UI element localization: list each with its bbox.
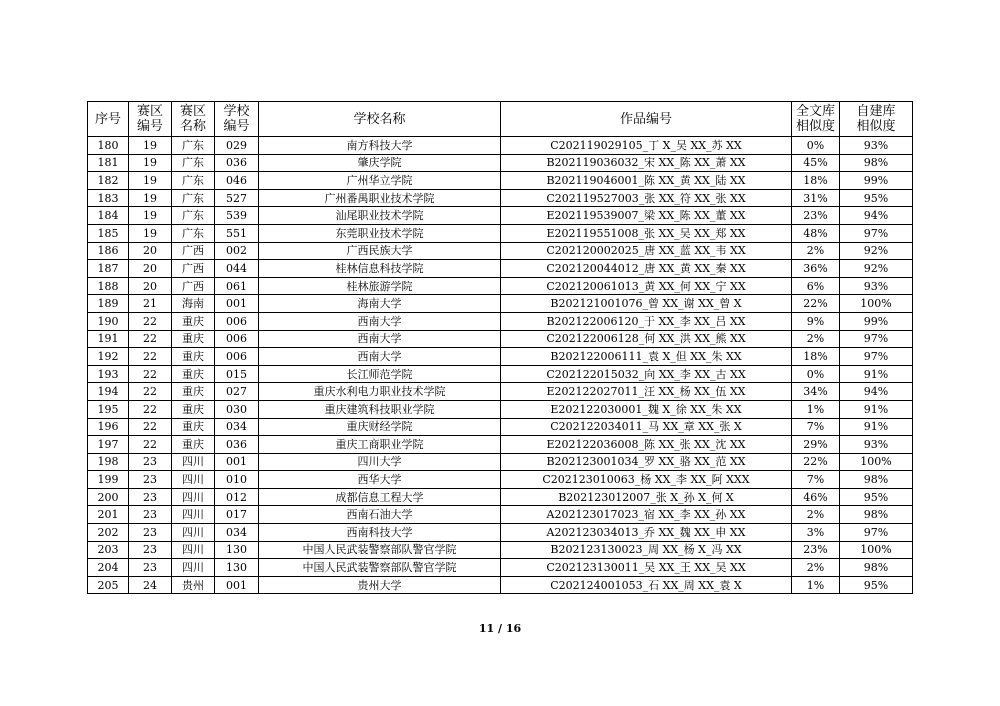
cell-school-code: 130 — [215, 559, 259, 577]
cell-region-name: 四川 — [172, 453, 215, 471]
cell-work-code: C202122006128_何 XX_洪 XX_熊 XX — [501, 330, 792, 348]
cell-full-db-similarity: 6% — [792, 277, 840, 295]
cell-school-name: 重庆建筑科技职业学院 — [259, 400, 501, 418]
cell-self-db-similarity: 98% — [840, 506, 913, 524]
cell-work-code: B202119036032_宋 XX_陈 XX_萧 XX — [501, 154, 792, 172]
cell-full-db-similarity: 48% — [792, 224, 840, 242]
cell-region-code: 23 — [129, 541, 172, 559]
cell-region-name: 四川 — [172, 506, 215, 524]
header-text: 编号 — [136, 119, 163, 134]
cell-region-code: 22 — [129, 383, 172, 401]
cell-region-name: 重庆 — [172, 436, 215, 454]
cell-school-code: 061 — [215, 277, 259, 295]
cell-work-code: C202122015032_向 XX_李 XX_古 XX — [501, 365, 792, 383]
cell-region-name: 重庆 — [172, 418, 215, 436]
cell-work-code: C202124001053_石 XX_周 XX_袁 X — [501, 576, 792, 594]
cell-index: 204 — [88, 559, 129, 577]
cell-self-db-similarity: 94% — [840, 207, 913, 225]
header-text: 赛区 — [179, 104, 206, 119]
cell-region-name: 四川 — [172, 524, 215, 542]
table-row — [88, 207, 913, 225]
table-row — [88, 436, 913, 454]
cell-self-db-similarity: 95% — [840, 576, 913, 594]
cell-region-name: 四川 — [172, 559, 215, 577]
table-row — [88, 471, 913, 489]
cell-work-code: E202122030001_魏 X_徐 XX_朱 XX — [501, 400, 792, 418]
table-header — [88, 102, 913, 137]
table-row — [88, 348, 913, 366]
cell-full-db-similarity: 3% — [792, 524, 840, 542]
cell-school-name: 四川大学 — [259, 453, 501, 471]
cell-school-name: 肇庆学院 — [259, 154, 501, 172]
cell-region-code: 20 — [129, 260, 172, 278]
cell-full-db-similarity: 2% — [792, 559, 840, 577]
table-row — [88, 154, 913, 172]
cell-self-db-similarity: 92% — [840, 242, 913, 260]
cell-region-code: 22 — [129, 418, 172, 436]
cell-school-name: 西南科技大学 — [259, 524, 501, 542]
cell-work-code: C202120061013_黄 XX_何 XX_宁 XX — [501, 277, 792, 295]
cell-school-code: 029 — [215, 137, 259, 155]
cell-work-code: C202123130011_吴 XX_王 XX_吴 XX — [501, 559, 792, 577]
cell-work-code: C202119527003_张 XX_符 XX_张 XX — [501, 189, 792, 207]
cell-region-name: 广西 — [172, 277, 215, 295]
header-region-name — [172, 102, 215, 137]
cell-full-db-similarity: 2% — [792, 330, 840, 348]
header-full-db-similarity — [792, 102, 840, 137]
table-row — [88, 242, 913, 260]
cell-full-db-similarity: 22% — [792, 295, 840, 313]
header-text: 全文库 — [795, 104, 835, 119]
cell-region-name: 海南 — [172, 295, 215, 313]
cell-school-code: 527 — [215, 189, 259, 207]
cell-self-db-similarity: 100% — [840, 541, 913, 559]
cell-school-code: 027 — [215, 383, 259, 401]
cell-region-name: 重庆 — [172, 383, 215, 401]
cell-self-db-similarity: 91% — [840, 365, 913, 383]
cell-region-code: 22 — [129, 436, 172, 454]
cell-region-name: 四川 — [172, 488, 215, 506]
cell-work-code: C202120044012_唐 XX_黄 XX_秦 XX — [501, 260, 792, 278]
cell-self-db-similarity: 98% — [840, 471, 913, 489]
header-text: 赛区 — [136, 104, 163, 119]
cell-region-code: 19 — [129, 137, 172, 155]
cell-region-code: 20 — [129, 242, 172, 260]
header-work-code — [501, 102, 792, 137]
cell-self-db-similarity: 99% — [840, 312, 913, 330]
cell-work-code: C202120002025_唐 XX_蓝 XX_韦 XX — [501, 242, 792, 260]
cell-self-db-similarity: 98% — [840, 559, 913, 577]
cell-region-code: 22 — [129, 312, 172, 330]
cell-region-name: 广东 — [172, 172, 215, 190]
cell-region-name: 广东 — [172, 137, 215, 155]
cell-self-db-similarity: 93% — [840, 436, 913, 454]
cell-work-code: C202122034011_马 XX_章 XX_张 X — [501, 418, 792, 436]
cell-work-code: C202123010063_杨 XX_李 XX_阿 XXX — [501, 471, 792, 489]
cell-self-db-similarity: 93% — [840, 277, 913, 295]
cell-region-code: 22 — [129, 330, 172, 348]
table-row — [88, 330, 913, 348]
cell-region-code: 24 — [129, 576, 172, 594]
cell-index: 195 — [88, 400, 129, 418]
cell-school-name: 广州番禺职业技术学院 — [259, 189, 501, 207]
cell-region-name: 广西 — [172, 260, 215, 278]
cell-school-name: 汕尾职业技术学院 — [259, 207, 501, 225]
cell-index: 194 — [88, 383, 129, 401]
cell-index: 187 — [88, 260, 129, 278]
cell-index: 183 — [88, 189, 129, 207]
cell-index: 190 — [88, 312, 129, 330]
cell-full-db-similarity: 0% — [792, 137, 840, 155]
table-row — [88, 453, 913, 471]
cell-region-name: 广东 — [172, 224, 215, 242]
header-text: 学校名称 — [353, 111, 406, 127]
cell-index: 186 — [88, 242, 129, 260]
cell-region-code: 19 — [129, 224, 172, 242]
cell-school-name: 南方科技大学 — [259, 137, 501, 155]
cell-school-name: 中国人民武装警察部队警官学院 — [259, 559, 501, 577]
cell-school-code: 006 — [215, 312, 259, 330]
cell-full-db-similarity: 7% — [792, 418, 840, 436]
cell-school-name: 西南大学 — [259, 348, 501, 366]
cell-work-code: A202123034013_乔 XX_魏 XX_申 XX — [501, 524, 792, 542]
cell-work-code: A202123017023_宿 XX_李 XX_孙 XX — [501, 506, 792, 524]
cell-self-db-similarity: 94% — [840, 383, 913, 401]
cell-region-name: 重庆 — [172, 312, 215, 330]
header-row — [88, 102, 913, 137]
header-text: 自建库 — [856, 104, 896, 119]
header-text: 学校 — [223, 104, 250, 119]
cell-region-code: 22 — [129, 365, 172, 383]
cell-index: 184 — [88, 207, 129, 225]
cell-school-name: 重庆工商职业学院 — [259, 436, 501, 454]
cell-index: 192 — [88, 348, 129, 366]
cell-work-code: B202121001076_曾 XX_谢 XX_曾 X — [501, 295, 792, 313]
table-row — [88, 137, 913, 155]
header-text: 序号 — [94, 111, 121, 127]
cell-work-code: E202122027011_汪 XX_杨 XX_伍 XX — [501, 383, 792, 401]
cell-region-code: 19 — [129, 154, 172, 172]
header-school-name — [259, 102, 501, 137]
cell-region-name: 广东 — [172, 189, 215, 207]
cell-index: 189 — [88, 295, 129, 313]
cell-region-name: 重庆 — [172, 330, 215, 348]
cell-work-code: B202122006111_袁 X_但 XX_朱 XX — [501, 348, 792, 366]
table-row — [88, 365, 913, 383]
cell-self-db-similarity: 92% — [840, 260, 913, 278]
cell-school-name: 广州华立学院 — [259, 172, 501, 190]
cell-region-name: 贵州 — [172, 576, 215, 594]
table-row — [88, 488, 913, 506]
cell-work-code: B202123012007_张 X_孙 X_何 X — [501, 488, 792, 506]
cell-school-code: 002 — [215, 242, 259, 260]
cell-full-db-similarity: 46% — [792, 488, 840, 506]
cell-full-db-similarity: 22% — [792, 453, 840, 471]
cell-school-code: 012 — [215, 488, 259, 506]
cell-school-name: 贵州大学 — [259, 576, 501, 594]
cell-index: 188 — [88, 277, 129, 295]
table-row — [88, 576, 913, 594]
cell-school-name: 重庆财经学院 — [259, 418, 501, 436]
cell-full-db-similarity: 31% — [792, 189, 840, 207]
cell-region-code: 23 — [129, 471, 172, 489]
cell-index: 205 — [88, 576, 129, 594]
cell-region-name: 重庆 — [172, 400, 215, 418]
cell-work-code: E202119551008_张 XX_吴 XX_郑 XX — [501, 224, 792, 242]
cell-region-code: 22 — [129, 400, 172, 418]
cell-school-name: 西南大学 — [259, 330, 501, 348]
header-text: 作品编号 — [619, 111, 672, 127]
cell-full-db-similarity: 2% — [792, 242, 840, 260]
cell-index: 193 — [88, 365, 129, 383]
cell-school-code: 001 — [215, 295, 259, 313]
cell-school-name: 广西民族大学 — [259, 242, 501, 260]
cell-self-db-similarity: 99% — [840, 172, 913, 190]
cell-full-db-similarity: 23% — [792, 541, 840, 559]
table-row — [88, 418, 913, 436]
cell-full-db-similarity: 1% — [792, 576, 840, 594]
cell-school-code: 030 — [215, 400, 259, 418]
cell-full-db-similarity: 1% — [792, 400, 840, 418]
table-row — [88, 524, 913, 542]
cell-school-code: 036 — [215, 154, 259, 172]
table-row — [88, 541, 913, 559]
cell-region-name: 广东 — [172, 154, 215, 172]
cell-self-db-similarity: 91% — [840, 400, 913, 418]
cell-self-db-similarity: 97% — [840, 224, 913, 242]
cell-school-code: 015 — [215, 365, 259, 383]
table-row — [88, 383, 913, 401]
cell-region-code: 21 — [129, 295, 172, 313]
cell-index: 182 — [88, 172, 129, 190]
cell-self-db-similarity: 97% — [840, 330, 913, 348]
cell-index: 185 — [88, 224, 129, 242]
table-row — [88, 260, 913, 278]
cell-region-name: 广西 — [172, 242, 215, 260]
table-row — [88, 312, 913, 330]
cell-index: 201 — [88, 506, 129, 524]
table-row — [88, 506, 913, 524]
cell-work-code: B202119046001_陈 XX_黄 XX_陆 XX — [501, 172, 792, 190]
cell-self-db-similarity: 95% — [840, 488, 913, 506]
cell-index: 200 — [88, 488, 129, 506]
cell-full-db-similarity: 36% — [792, 260, 840, 278]
page-number: 11 / 16 — [478, 622, 522, 635]
cell-region-code: 23 — [129, 488, 172, 506]
cell-index: 202 — [88, 524, 129, 542]
cell-region-code: 23 — [129, 559, 172, 577]
cell-region-name: 重庆 — [172, 348, 215, 366]
header-region-code — [129, 102, 172, 137]
cell-full-db-similarity: 2% — [792, 506, 840, 524]
cell-self-db-similarity: 91% — [840, 418, 913, 436]
header-text: 名称 — [179, 119, 206, 134]
cell-school-name: 中国人民武装警察部队警官学院 — [259, 541, 501, 559]
cell-school-name: 西南石油大学 — [259, 506, 501, 524]
cell-index: 197 — [88, 436, 129, 454]
cell-work-code: E202119539007_梁 XX_陈 XX_董 XX — [501, 207, 792, 225]
cell-self-db-similarity: 98% — [840, 154, 913, 172]
cell-work-code: B202122006120_于 XX_李 XX_吕 XX — [501, 312, 792, 330]
cell-school-code: 034 — [215, 524, 259, 542]
header-text: 相似度 — [856, 119, 896, 134]
cell-full-db-similarity: 23% — [792, 207, 840, 225]
cell-school-name: 长江师范学院 — [259, 365, 501, 383]
cell-full-db-similarity: 34% — [792, 383, 840, 401]
cell-school-name: 西南大学 — [259, 312, 501, 330]
cell-full-db-similarity: 29% — [792, 436, 840, 454]
cell-self-db-similarity: 97% — [840, 348, 913, 366]
cell-school-name: 东莞职业技术学院 — [259, 224, 501, 242]
cell-region-code: 19 — [129, 172, 172, 190]
header-index — [88, 102, 129, 137]
cell-school-code: 001 — [215, 453, 259, 471]
cell-school-code: 034 — [215, 418, 259, 436]
cell-self-db-similarity: 100% — [840, 295, 913, 313]
table-row — [88, 295, 913, 313]
table-row — [88, 172, 913, 190]
cell-region-code: 20 — [129, 277, 172, 295]
cell-region-code: 23 — [129, 506, 172, 524]
results-table — [87, 101, 913, 594]
cell-school-code: 010 — [215, 471, 259, 489]
cell-work-code: B202123130023_周 XX_杨 X_冯 XX — [501, 541, 792, 559]
cell-index: 181 — [88, 154, 129, 172]
cell-school-name: 桂林旅游学院 — [259, 277, 501, 295]
cell-work-code: E202122036008_陈 XX_张 XX_沈 XX — [501, 436, 792, 454]
cell-full-db-similarity: 45% — [792, 154, 840, 172]
cell-work-code: B202123001034_罗 XX_骆 XX_范 XX — [501, 453, 792, 471]
cell-index: 191 — [88, 330, 129, 348]
cell-school-code: 044 — [215, 260, 259, 278]
table-row — [88, 400, 913, 418]
cell-region-code: 19 — [129, 189, 172, 207]
header-school-code — [215, 102, 259, 137]
cell-index: 203 — [88, 541, 129, 559]
cell-index: 199 — [88, 471, 129, 489]
cell-school-name: 成都信息工程大学 — [259, 488, 501, 506]
cell-index: 180 — [88, 137, 129, 155]
cell-school-code: 036 — [215, 436, 259, 454]
cell-self-db-similarity: 100% — [840, 453, 913, 471]
cell-full-db-similarity: 9% — [792, 312, 840, 330]
cell-region-name: 四川 — [172, 471, 215, 489]
cell-work-code: C202119029105_丁 X_吴 XX_苏 XX — [501, 137, 792, 155]
cell-school-name: 桂林信息科技学院 — [259, 260, 501, 278]
table-row — [88, 559, 913, 577]
cell-school-name: 重庆水利电力职业技术学院 — [259, 383, 501, 401]
cell-full-db-similarity: 0% — [792, 365, 840, 383]
table-row — [88, 189, 913, 207]
cell-school-code: 130 — [215, 541, 259, 559]
cell-school-name: 海南大学 — [259, 295, 501, 313]
cell-region-code: 23 — [129, 453, 172, 471]
cell-full-db-similarity: 18% — [792, 348, 840, 366]
table-row — [88, 224, 913, 242]
cell-self-db-similarity: 95% — [840, 189, 913, 207]
cell-index: 196 — [88, 418, 129, 436]
cell-school-code: 006 — [215, 330, 259, 348]
cell-school-code: 551 — [215, 224, 259, 242]
header-self-db-similarity — [840, 102, 913, 137]
cell-school-name: 西华大学 — [259, 471, 501, 489]
cell-region-name: 四川 — [172, 541, 215, 559]
table-row — [88, 277, 913, 295]
cell-region-name: 广东 — [172, 207, 215, 225]
cell-school-code: 001 — [215, 576, 259, 594]
header-text: 编号 — [223, 119, 250, 134]
cell-region-name: 重庆 — [172, 365, 215, 383]
cell-school-code: 539 — [215, 207, 259, 225]
cell-school-code: 017 — [215, 506, 259, 524]
cell-full-db-similarity: 18% — [792, 172, 840, 190]
cell-school-code: 046 — [215, 172, 259, 190]
cell-self-db-similarity: 97% — [840, 524, 913, 542]
header-text: 相似度 — [795, 119, 835, 134]
cell-region-code: 19 — [129, 207, 172, 225]
cell-school-code: 006 — [215, 348, 259, 366]
cell-full-db-similarity: 7% — [792, 471, 840, 489]
cell-index: 198 — [88, 453, 129, 471]
table-body — [88, 137, 913, 594]
cell-self-db-similarity: 93% — [840, 137, 913, 155]
cell-region-code: 22 — [129, 348, 172, 366]
cell-region-code: 23 — [129, 524, 172, 542]
